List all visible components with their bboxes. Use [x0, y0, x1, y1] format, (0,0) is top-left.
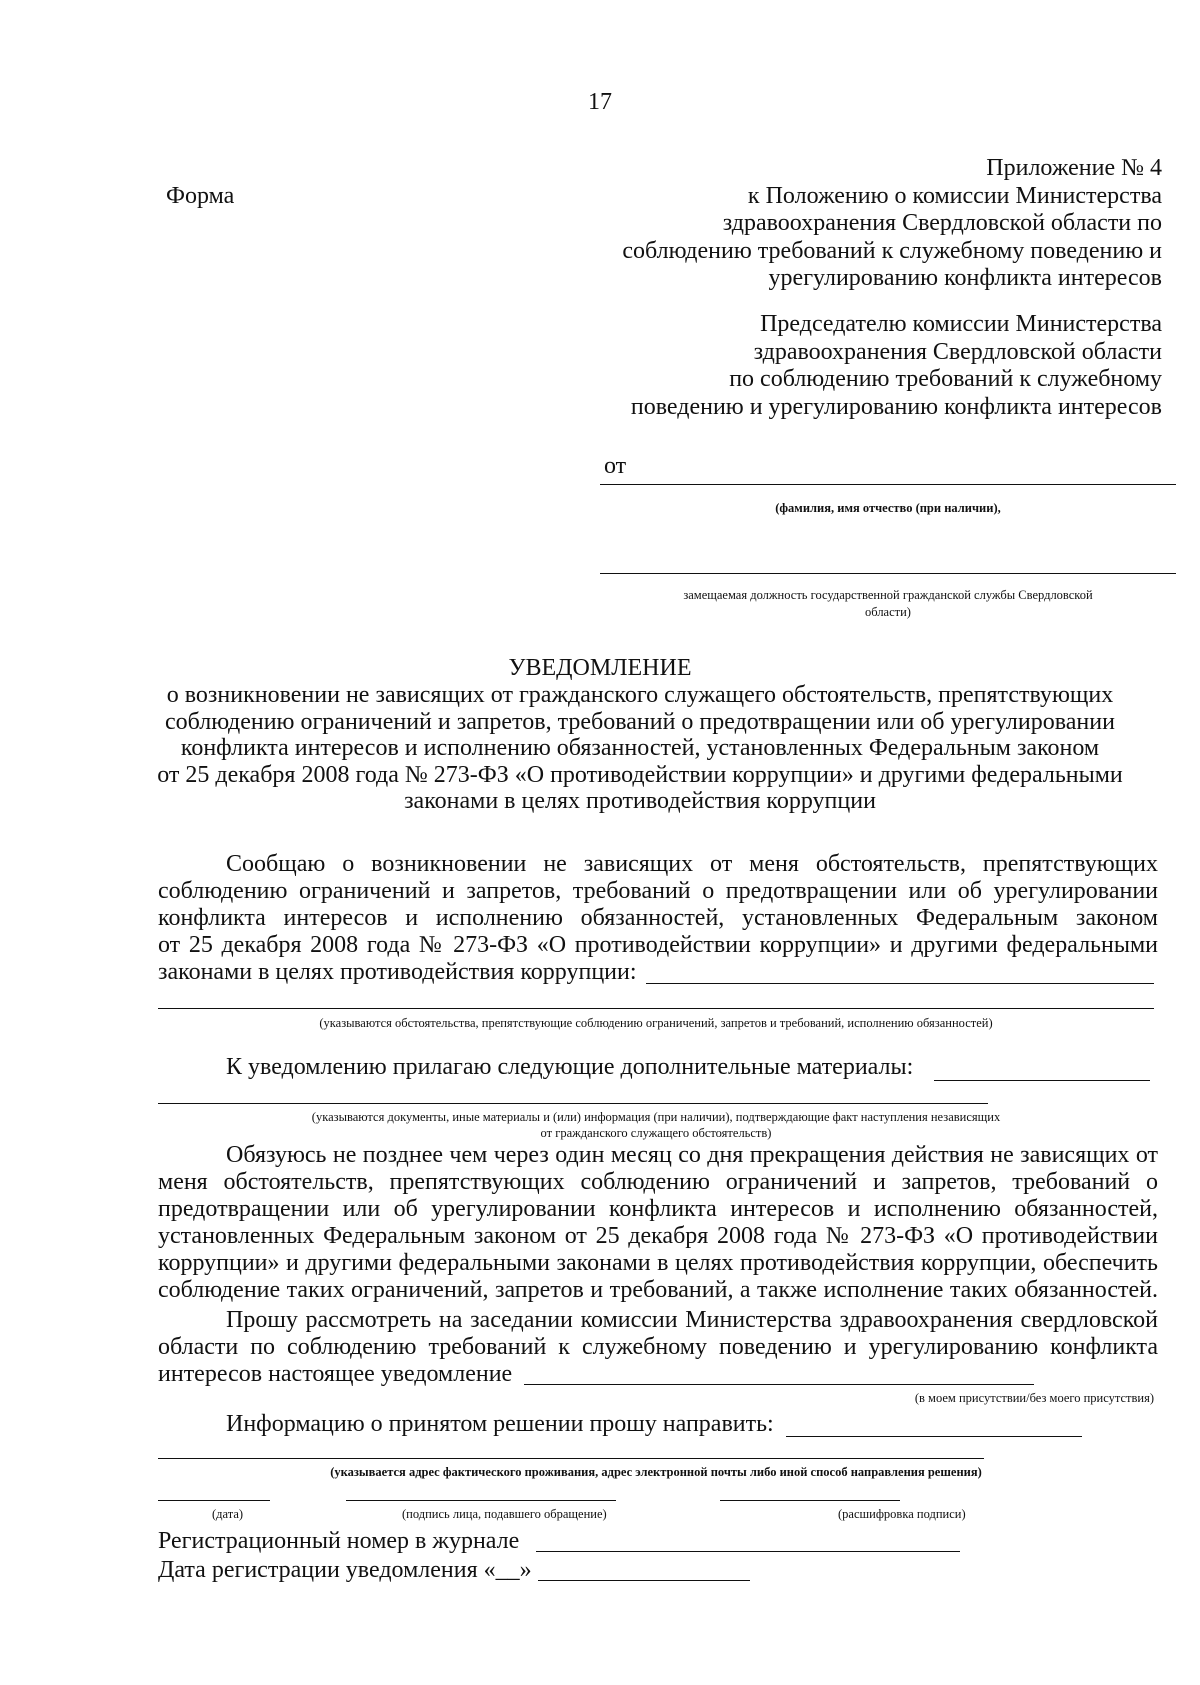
date-field-line[interactable] [158, 1500, 270, 1501]
signature-field-line[interactable] [346, 1500, 616, 1501]
info-label: Информацию о принятом решении прошу направить: [226, 1411, 774, 1437]
appendix-block [560, 155, 1162, 293]
attach-field-line-2[interactable] [158, 1103, 988, 1104]
subtitle-line: соблюдению ограничений и запретов, требований о предотвращении или об урегулировании [165, 708, 1115, 735]
para1-line: соблюдению ограничений и запретов, требований о предотвращении или об урегулировании [158, 878, 1158, 904]
address-caption: (указывается адрес фактического проживания, адрес электронной почты либо иной способ направления решения) [330, 1465, 982, 1479]
appendix-line: Приложение № 4 [986, 155, 1162, 181]
para2-line: соблюдение таких ограничений, запретов и требований, а также исполнение таких обязанностей. [158, 1277, 1158, 1303]
appendix-line: к Положению о комиссии Министерства [747, 182, 1162, 209]
page-number: 17 [588, 89, 612, 115]
form-label: Форма [166, 183, 235, 209]
circumstances-field-line-1[interactable] [646, 983, 1154, 984]
notice-subtitle [120, 682, 1160, 815]
subtitle-line: от 25 декабря 2008 года № 273-ФЗ «О противодействии коррупции» и другими федеральными [157, 761, 1123, 788]
position-field-line[interactable] [600, 573, 1176, 574]
reg-date-label: Дата регистрации уведомления «__» [158, 1557, 532, 1583]
decode-field-line[interactable] [720, 1500, 900, 1501]
addressee-line: по соблюдению требований к служебному [729, 366, 1162, 392]
subtitle-line: конфликта интересов и исполнению обязанностей, установленных Федеральным законом [180, 735, 1100, 761]
para2-line: установленных Федеральным законом от 25 декабря 2008 года № 273-ФЗ «О противодействии [158, 1223, 1158, 1249]
name-caption: (фамилия, имя отчество (при наличии), [775, 501, 1001, 515]
para3-line: области по соблюдению требований к служебному поведению и урегулированию конфликта [158, 1334, 1158, 1360]
para2-line: предотвращении или об урегулировании конфликта интересов и исполнению обязанностей, [158, 1196, 1158, 1222]
attach-field-line-1[interactable] [934, 1080, 1150, 1081]
addressee-line: Председателю комиссии Министерства [760, 311, 1162, 337]
attach-label: К уведомлению прилагаю следующие дополнительные материалы: [226, 1054, 914, 1080]
presence-field-line[interactable] [524, 1384, 1034, 1385]
para2-line: коррупции» и другими федеральными законами в целях противодействия коррупции, обеспечить [158, 1250, 1158, 1276]
para2-line: Обязуюсь не позднее чем через один месяц со дня прекращения действия не зависящих от [226, 1142, 1158, 1168]
addressee-line: здравоохранения Свердловской области [753, 338, 1162, 365]
position-caption-1: замещаемая должность государственной гражданской службы Свердловской [683, 588, 1093, 602]
presence-caption: (в моем присутствии/без моего присутствия) [914, 1391, 1154, 1405]
info-field-line-2[interactable] [158, 1458, 984, 1459]
para3-last-line: интересов настоящее уведомление [158, 1361, 513, 1387]
appendix-line: соблюдению требований к служебному поведению и [622, 237, 1162, 264]
reg-number-label: Регистрационный номер в журнале [158, 1528, 520, 1554]
reg-number-field-line[interactable] [536, 1551, 960, 1552]
appendix-line: здравоохранения Свердловской области по [722, 210, 1162, 236]
para2-line: меня обстоятельств, препятствующих соблюдению ограничений и запретов, требований о [158, 1169, 1158, 1195]
notice-heading: УВЕДОМЛЕНИЕ [508, 655, 692, 681]
reg-date-field-line[interactable] [538, 1580, 750, 1581]
circumstances-field-line-2[interactable] [158, 1008, 1154, 1009]
docs-caption-2: от гражданского служащего обстоятельств) [540, 1126, 772, 1140]
subtitle-line: о возникновении не зависящих от гражданского служащего обстоятельств, препятствующих [166, 682, 1114, 708]
date-caption: (дата) [212, 1507, 244, 1521]
para1-last-line: законами в целях противодействия коррупции: [158, 959, 637, 985]
from-label: от [604, 453, 627, 479]
position-caption-2: области) [865, 605, 911, 619]
addressee-block [560, 311, 1162, 421]
para1-line: конфликта интересов и исполнению обязанностей, установленных Федеральным законом [158, 905, 1158, 931]
para3-line: Прошу рассмотреть на заседании комиссии Министерства здравоохранения свердловской [226, 1307, 1158, 1333]
appendix-line: урегулированию конфликта интересов [768, 265, 1162, 291]
addressee-line: поведению и урегулированию конфликта интересов [630, 393, 1162, 420]
subtitle-line: законами в целях противодействия коррупции [404, 788, 876, 814]
circumstances-caption: (указываются обстоятельства, препятствующие соблюдению ограничений, запретов и требований, исполнению обязанностей) [319, 1016, 993, 1030]
info-field-line-1[interactable] [786, 1436, 1082, 1437]
docs-caption-1: (указываются документы, иные материалы и (или) информация (при наличии), подтверждающие факт наступления независящих [311, 1110, 1001, 1124]
para1-line: Сообщаю о возникновении не зависящих от меня обстоятельств, препятствующих [226, 851, 1158, 877]
signature-caption: (подпись лица, подавшего обращение) [402, 1507, 607, 1521]
para1-line: от 25 декабря 2008 года № 273-ФЗ «О противодействии коррупции» и другими федеральными [158, 932, 1158, 958]
name-field-line[interactable] [600, 484, 1176, 485]
decode-caption: (расшифровка подписи) [838, 1507, 966, 1521]
